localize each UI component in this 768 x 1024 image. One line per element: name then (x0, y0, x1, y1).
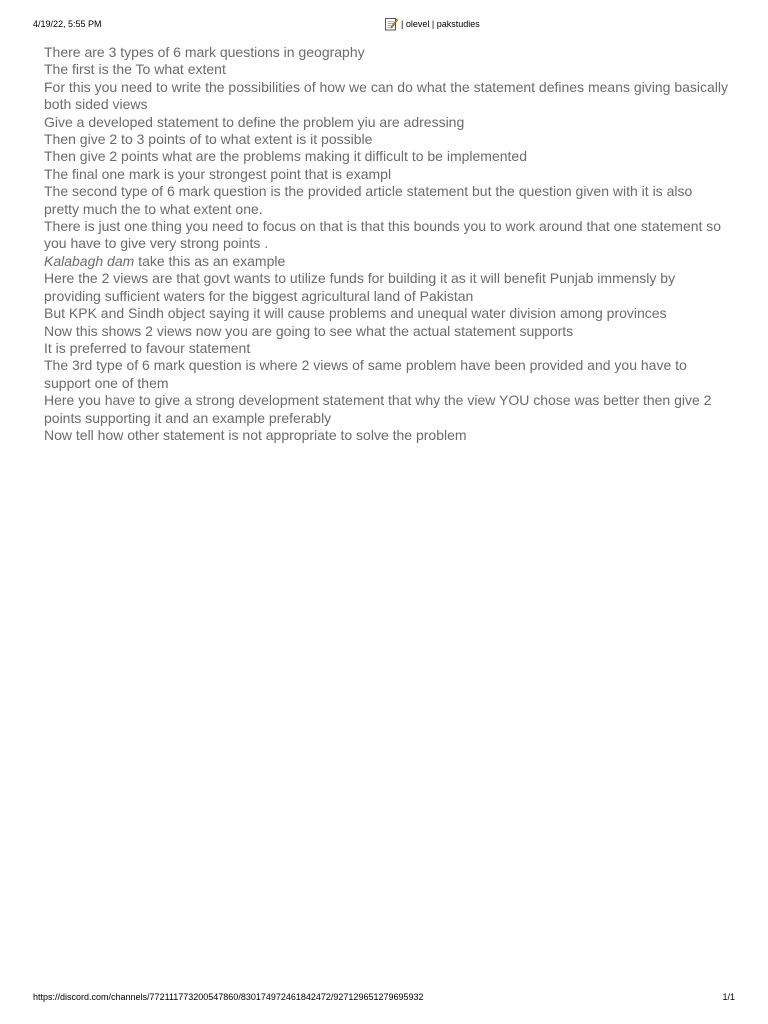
message-line (44, 340, 729, 357)
print-header (0, 14, 768, 40)
print-datetime: 4/19/22, 5:55 PM (33, 19, 102, 29)
message-text: Give a developed statement to define the problem yiu are adressing (44, 113, 465, 130)
message-line (44, 357, 729, 392)
page-number: 1/1 (722, 992, 735, 1002)
message-text: Now tell how other statement is not appropriate to solve the problem (44, 426, 467, 443)
message-text: There is just one thing you need to focus on that is that this bounds you to work around that one statement so you have to give very strong points . (44, 218, 722, 252)
message-text: The first is the To what extent (44, 61, 226, 78)
message-text: Here the 2 views are that govt wants to utilize funds for building it as it will benefit Punjab immensly by providing sufficient waters for the biggest agricultural land of Pakistan (44, 270, 676, 304)
message-line (44, 44, 729, 61)
message-line (44, 323, 729, 340)
message-text: There are 3 types of 6 mark questions in geography (44, 44, 365, 60)
message-line (44, 79, 729, 114)
message-line (44, 114, 729, 131)
memo-icon (384, 17, 398, 31)
message-text: Then give 2 points what are the problems making it difficult to be implemented (44, 148, 527, 165)
message-text: For this you need to write the possibilities of how we can do what the statement defines means giving basically both sided views (44, 78, 729, 113)
message-line (44, 270, 729, 305)
message-line (44, 392, 729, 427)
message-text: It is preferred to favour statement (44, 339, 251, 356)
print-footer (0, 992, 768, 1006)
message-list (44, 44, 729, 444)
message-line (44, 131, 729, 148)
message-text: Now this shows 2 views now you are going to see what the actual statement supports (44, 322, 574, 339)
message-italic-text: Kalabagh dam (44, 252, 135, 269)
message-line (44, 183, 729, 218)
message-text: The 3rd type of 6 mark question is where 2 views of same problem have been provided and you have to support one of them (44, 357, 687, 391)
message-line (44, 218, 729, 253)
message-line (44, 427, 729, 444)
message-text: The final one mark is your strongest point that is exampl (44, 165, 392, 182)
message-text: The second type of 6 mark question is the provided article statement but the question given with it is also pretty much the to what extent one. (44, 183, 693, 217)
page-url: https://discord.com/channels/772111773200547860/830174972461842472/927129651279695932 (33, 992, 424, 1002)
message-text: Then give 2 to 3 points of to what extent is it possible (44, 131, 373, 148)
message-line (44, 253, 729, 270)
channel-title (384, 17, 480, 31)
message-line (44, 61, 729, 78)
message-text: But KPK and Sindh object saying it will cause problems and unequal water division among provinces (44, 305, 667, 322)
message-text: Here you have to give a strong development statement that why the view YOU chose was better then give 2 points supporting it and an example preferably (44, 392, 712, 426)
message-text: take this as an example (134, 252, 286, 269)
channel-title-text: | olevel | pakstudies (401, 19, 480, 29)
message-line (44, 148, 729, 165)
message-line (44, 166, 729, 183)
message-line (44, 305, 729, 322)
